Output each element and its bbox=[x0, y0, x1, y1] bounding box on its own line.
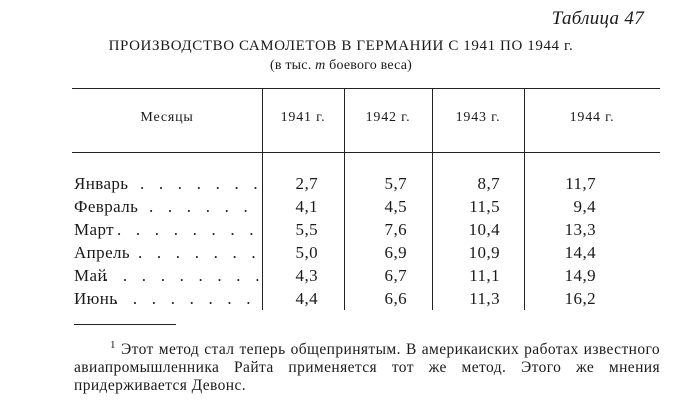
row-value-1943: 10,9 bbox=[468, 243, 500, 262]
table-row bbox=[0, 266, 682, 288]
row-value-1941: 2,7 bbox=[295, 174, 318, 193]
row-value-1942: 6,9 bbox=[384, 243, 407, 262]
row-leader-dots: . . . . . . . bbox=[138, 243, 261, 262]
subtitle-unit: т bbox=[315, 58, 326, 73]
row-value-1943: 11,5 bbox=[469, 197, 500, 216]
column-header-months: Месяцы bbox=[140, 110, 194, 125]
row-month: Июнь bbox=[74, 289, 118, 308]
row-value-1943: 10,4 bbox=[468, 220, 500, 239]
row-value-1942: 7,6 bbox=[384, 220, 407, 239]
row-leader-dots: . . . . . . bbox=[149, 197, 253, 216]
row-value-1944: 14,9 bbox=[564, 266, 596, 285]
row-value-1944: 14,4 bbox=[564, 243, 596, 262]
row-value-1943: 11,1 bbox=[469, 266, 500, 285]
row-leader-dots: . . . . . . . . bbox=[117, 220, 259, 239]
table-top-rule bbox=[72, 88, 660, 89]
table-row bbox=[0, 197, 682, 219]
row-month: Февраль bbox=[74, 197, 139, 216]
row-value-1943: 8,7 bbox=[477, 174, 500, 193]
row-value-1941: 5,0 bbox=[295, 243, 318, 262]
row-value-1944: 16,2 bbox=[564, 289, 596, 308]
footnote-text: Этот метод стал теперь общепринятым. В америкаиских работах известного авиапромышленника Райта применяется тот же метод. Этого же мнения придерживается Девонс. bbox=[74, 341, 660, 394]
row-value-1941: 5,5 bbox=[295, 220, 318, 239]
row-leader-dots: . . . . . . . bbox=[140, 174, 263, 193]
row-value-1942: 4,5 bbox=[384, 197, 407, 216]
row-value-1941: 4,4 bbox=[295, 289, 318, 308]
row-value-1941: 4,3 bbox=[295, 266, 318, 285]
row-value-1942: 6,6 bbox=[384, 289, 407, 308]
table-row bbox=[0, 220, 682, 242]
table-row bbox=[0, 174, 682, 196]
row-month: Май bbox=[74, 266, 107, 285]
table-row bbox=[0, 289, 682, 311]
table-header-rule bbox=[72, 152, 660, 153]
row-value-1944: 9,4 bbox=[573, 197, 596, 216]
row-leader-dots: . . . . . . . . bbox=[114, 289, 256, 308]
table-title: ПРОИЗВОДСТВО САМОЛЕТОВ В ГЕРМАНИИ С 1941 ПО 1944 г. bbox=[108, 38, 574, 54]
footnote bbox=[74, 338, 660, 395]
table-row bbox=[0, 243, 682, 265]
row-month: Январь bbox=[74, 174, 129, 193]
row-value-1944: 11,7 bbox=[565, 174, 596, 193]
column-header-1942: 1942 г. bbox=[365, 110, 411, 125]
row-value-1942: 5,7 bbox=[384, 174, 407, 193]
column-header-1944: 1944 г. bbox=[569, 110, 615, 125]
table-label: Таблица 47 bbox=[551, 8, 644, 29]
footnote-mark: 1 bbox=[110, 338, 116, 351]
column-header-1943: 1943 г. bbox=[455, 110, 501, 125]
row-month: Апрель bbox=[74, 243, 131, 262]
footnote-rule bbox=[74, 324, 176, 325]
table-subtitle bbox=[0, 58, 682, 74]
row-value-1942: 6,7 bbox=[384, 266, 407, 285]
row-month: Март bbox=[74, 220, 114, 239]
row-value-1943: 11,3 bbox=[469, 289, 500, 308]
row-value-1944: 13,3 bbox=[564, 220, 596, 239]
subtitle-pre: (в тыс. bbox=[269, 58, 316, 73]
column-header-1941: 1941 г. bbox=[280, 110, 326, 125]
subtitle-post: боевого веса) bbox=[325, 58, 412, 73]
row-leader-dots: . . . . . . . . . bbox=[104, 266, 265, 285]
row-value-1941: 4,1 bbox=[295, 197, 318, 216]
